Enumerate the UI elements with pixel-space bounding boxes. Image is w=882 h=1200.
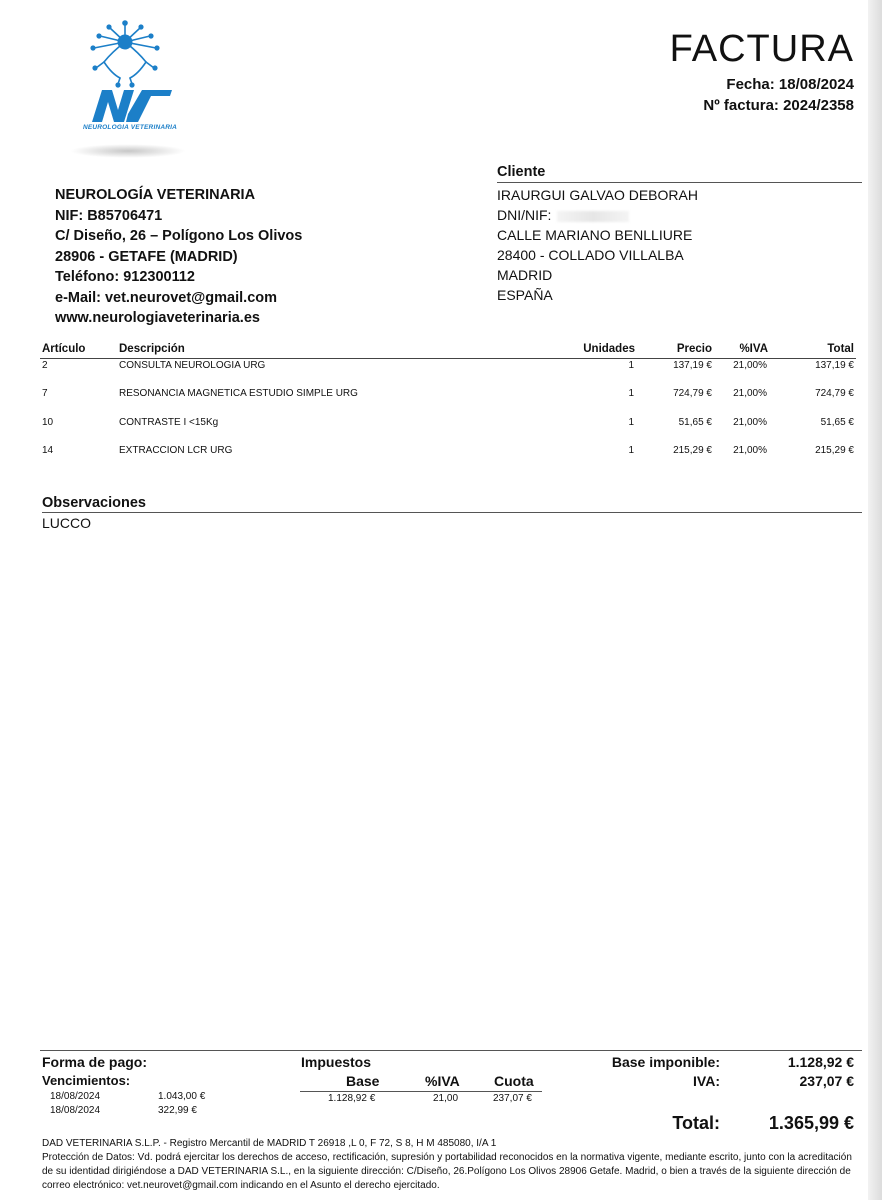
due-amount-1: 1.043,00 € xyxy=(158,1091,206,1102)
items-table-header xyxy=(40,343,856,359)
client-street: CALLE MARIANO BENLLIURE xyxy=(497,227,693,243)
taxes-divider xyxy=(300,1091,542,1092)
cell-precio: 51,65 € xyxy=(678,417,712,428)
company-web: www.neurologiaveterinaria.es xyxy=(55,310,260,326)
cell-unidades: 1 xyxy=(628,388,634,399)
due-date-2: 18/08/2024 xyxy=(50,1105,101,1116)
cell-precio: 724,79 € xyxy=(673,388,712,399)
invoice-date: Fecha: 18/08/2024 xyxy=(726,76,854,93)
client-province: MADRID xyxy=(497,267,553,283)
cell-articulo: 2 xyxy=(42,360,48,371)
cell-descripcion: EXTRACCION LCR URG xyxy=(119,445,233,456)
cell-iva: 21,00% xyxy=(733,388,767,399)
cell-precio: 137,19 € xyxy=(673,360,712,371)
company-phone: Teléfono: 912300112 xyxy=(55,269,195,285)
cell-unidades: 1 xyxy=(628,360,634,371)
logo-subtitle: NEUROLOGIA VETERINARIA xyxy=(82,124,178,131)
payment-method-label: Forma de pago: xyxy=(42,1054,148,1070)
table-row xyxy=(40,360,856,374)
client-dni xyxy=(497,205,698,225)
col-total: Total xyxy=(827,343,854,355)
tax-col-iva: %IVA xyxy=(425,1073,460,1089)
cell-total: 724,79 € xyxy=(815,388,854,399)
client-heading: Cliente xyxy=(497,164,862,183)
tax-base-value: 1.128,92 € xyxy=(328,1093,376,1104)
tax-col-base: Base xyxy=(346,1073,380,1089)
client-block xyxy=(497,185,698,305)
taxes-heading: Impuestos xyxy=(301,1054,372,1070)
client-country: ESPAÑA xyxy=(497,287,553,303)
table-row xyxy=(40,388,856,402)
client-city: 28400 - COLLADO VILLALBA xyxy=(497,247,684,263)
col-descripcion: Descripción xyxy=(119,343,185,355)
tax-col-cuota: Cuota xyxy=(494,1073,534,1089)
cell-total: 137,19 € xyxy=(815,360,854,371)
observations-text: LUCCO xyxy=(42,515,92,531)
cell-precio: 215,29 € xyxy=(673,445,712,456)
observations-heading: Observaciones xyxy=(42,495,862,513)
company-address: C/ Diseño, 26 – Polígono Los Olivos xyxy=(55,228,303,244)
cell-unidades: 1 xyxy=(628,417,634,428)
iva-value: 237,07 € xyxy=(799,1073,854,1089)
due-dates-label: Vencimientos: xyxy=(42,1073,131,1088)
col-iva: %IVA xyxy=(739,343,768,355)
cell-articulo: 14 xyxy=(42,445,54,456)
cell-descripcion: RESONANCIA MAGNETICA ESTUDIO SIMPLE URG xyxy=(119,388,358,399)
company-name: NEUROLOGÍA VETERINARIA xyxy=(55,187,256,203)
redacted-dni xyxy=(557,211,629,222)
client-dni-label: DNI/NIF: xyxy=(497,207,552,223)
client-name: IRAURGUI GALVAO DEBORAH xyxy=(497,187,698,203)
col-precio: Precio xyxy=(676,343,712,355)
col-articulo: Artículo xyxy=(42,343,86,355)
tax-cuota-value: 237,07 € xyxy=(493,1093,532,1104)
table-row xyxy=(40,445,856,459)
tax-iva-value: 21,00 xyxy=(433,1093,459,1104)
company-email: e-Mail: vet.neurovet@gmail.com xyxy=(55,289,278,306)
invoice-number: Nº factura: 2024/2358 xyxy=(703,97,854,114)
cell-articulo: 10 xyxy=(42,417,54,428)
registry-text: DAD VETERINARIA S.L.P. - Registro Mercantil de MADRID T 26918 ,L 0, F 72, S 8, H M 485080, I/A 1 xyxy=(42,1138,497,1149)
cell-articulo: 7 xyxy=(42,388,48,399)
cell-descripcion: CONTRASTE I <15Kg xyxy=(119,417,219,428)
base-imponible-label: Base imponible: xyxy=(611,1054,720,1070)
cell-iva: 21,00% xyxy=(733,417,767,428)
company-city: 28906 - GETAFE (MADRID) xyxy=(55,248,238,265)
col-unidades: Unidades xyxy=(583,343,635,355)
cell-descripcion: CONSULTA NEUROLOGIA URG xyxy=(119,360,266,371)
total-value: 1.365,99 € xyxy=(768,1113,854,1133)
cell-total: 215,29 € xyxy=(815,445,854,456)
cell-iva: 21,00% xyxy=(733,445,767,456)
neurologia-veterinaria-logo xyxy=(62,18,188,160)
footer-divider xyxy=(40,1050,862,1051)
iva-label: IVA: xyxy=(693,1073,720,1089)
due-amount-2: 322,99 € xyxy=(158,1105,197,1116)
table-row xyxy=(40,417,856,431)
cell-total: 51,65 € xyxy=(820,417,854,428)
due-date-1: 18/08/2024 xyxy=(50,1091,101,1102)
privacy-text: Protección de Datos: Vd. podrá ejercitar los derechos de acceso, rectificación, supresión y portabilidad reconocidos en la normativa vigente, mediante escrito, junto con la acreditación de su identidad dirigiéndose a DAD VETERINARIA S.L., en la siguiente dirección: C/Diseño, 26.Polígono Los Olivos 28906 Getafe. Madrid, o bien a través de la siguiente dirección de correo electrónico: vet.neurovet@gmail.com indicando en el Asunto el derecho ejercitado. xyxy=(42,1152,852,1191)
company-nif: NIF: B85706471 xyxy=(55,207,163,224)
document-title: FACTURA xyxy=(669,28,854,70)
base-imponible-value: 1.128,92 € xyxy=(787,1054,854,1070)
page-edge xyxy=(868,0,882,1200)
legal-notice xyxy=(42,1137,854,1193)
cell-iva: 21,00% xyxy=(733,360,767,371)
company-block xyxy=(55,185,302,329)
total-label: Total: xyxy=(672,1113,720,1133)
cell-unidades: 1 xyxy=(628,445,634,456)
